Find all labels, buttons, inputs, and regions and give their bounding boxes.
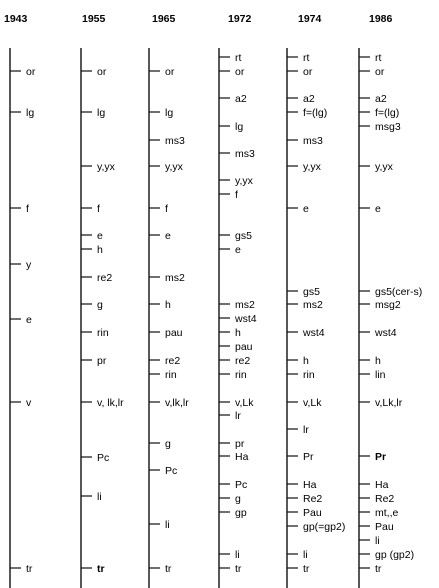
locus-label: lg: [235, 121, 244, 133]
locus-label: msg3: [375, 121, 401, 133]
locus-group: [359, 52, 422, 575]
locus-label: g: [165, 438, 171, 450]
locus-label: li: [303, 549, 308, 561]
locus-label: h: [303, 355, 309, 367]
locus-label: ms3: [303, 135, 323, 147]
locus-label: e: [26, 314, 32, 326]
map-column-1986: [359, 13, 422, 588]
locus-label: y,yx: [97, 161, 115, 173]
locus-label: rt: [235, 52, 242, 64]
locus-label: wst4: [235, 313, 257, 325]
locus-label: li: [375, 535, 380, 547]
locus-label: or: [97, 66, 107, 78]
locus-label: gs5(cer-s): [375, 286, 423, 298]
locus-label: v,lk,lr: [165, 397, 189, 409]
locus-label: mt,,e: [375, 507, 399, 519]
year-label: 1965: [152, 13, 176, 25]
locus-label: ms3: [235, 148, 255, 160]
locus-label: y,yx: [375, 161, 393, 173]
locus-label: v,Lk,lr: [375, 397, 403, 409]
locus-label: a2: [375, 93, 387, 105]
locus-label: rin: [165, 369, 177, 381]
locus-label: ms2: [165, 272, 185, 284]
year-label: 1972: [228, 13, 252, 25]
locus-label: gs5: [235, 230, 252, 242]
locus-label: lin: [375, 369, 386, 381]
locus-label: or: [303, 66, 313, 78]
locus-label: ms3: [165, 135, 185, 147]
locus-label: tr: [165, 563, 172, 575]
locus-label: tr: [26, 563, 33, 575]
locus-label: Ha: [303, 479, 317, 491]
locus-label: tr: [303, 563, 310, 575]
locus-label: lr: [235, 410, 241, 422]
locus-label: rin: [235, 369, 247, 381]
locus-label: wst4: [375, 327, 397, 339]
map-column-1955: [81, 13, 124, 588]
locus-group: [149, 66, 189, 575]
locus-label: tr: [235, 563, 242, 575]
locus-label: Re2: [375, 493, 395, 505]
locus-label: a2: [235, 93, 247, 105]
locus-label: Pau: [303, 507, 322, 519]
year-label: 1955: [82, 13, 106, 25]
locus-label: y,yx: [235, 175, 253, 187]
locus-label: v, lk,lr: [97, 397, 124, 409]
locus-label: a2: [303, 93, 315, 105]
locus-label: y: [26, 259, 32, 271]
locus-label: e: [235, 244, 241, 256]
locus-label: f: [165, 203, 168, 215]
map-column-1943: [4, 13, 36, 588]
locus-label: or: [165, 66, 175, 78]
locus-label: li: [97, 491, 102, 503]
locus-label: f: [235, 189, 238, 201]
locus-label: f=(lg): [375, 107, 400, 119]
locus-label: Ha: [235, 451, 249, 463]
locus-group: [219, 52, 257, 575]
locus-label: Pc: [235, 479, 248, 491]
locus-label: y,yx: [165, 161, 183, 173]
locus-label: v,Lk: [303, 397, 322, 409]
locus-label: f: [26, 203, 29, 215]
locus-label: lg: [165, 107, 174, 119]
locus-label: gp (gp2): [375, 549, 415, 561]
locus-label: Pr: [375, 451, 387, 463]
locus-group: [287, 52, 345, 575]
locus-label: rin: [303, 369, 315, 381]
locus-label: pr: [235, 438, 245, 450]
locus-label: Pc: [165, 465, 178, 477]
locus-label: ms2: [303, 299, 323, 311]
locus-label: lg: [97, 107, 106, 119]
locus-label: e: [97, 230, 103, 242]
locus-label: gs5: [303, 286, 320, 298]
map-column-1965: [149, 13, 189, 588]
locus-label: rt: [375, 52, 382, 64]
locus-label: g: [97, 299, 103, 311]
locus-label: e: [303, 203, 309, 215]
map-column-1972: [219, 13, 257, 588]
locus-label: pau: [165, 327, 183, 339]
locus-label: e: [165, 230, 171, 242]
locus-label: v: [26, 397, 32, 409]
locus-label: rin: [97, 327, 109, 339]
locus-label: gp: [235, 507, 247, 519]
locus-label: tr: [97, 563, 105, 575]
locus-label: f=(lg): [303, 107, 328, 119]
locus-label: re2: [97, 272, 113, 284]
locus-label: pau: [235, 341, 253, 353]
locus-label: Ha: [375, 479, 389, 491]
locus-label: h: [235, 327, 241, 339]
locus-label: e: [375, 203, 381, 215]
year-label: 1986: [369, 13, 393, 25]
locus-label: gp(=gp2): [303, 521, 346, 533]
locus-label: ms2: [235, 299, 255, 311]
locus-label: f: [97, 203, 100, 215]
year-label: 1943: [4, 13, 28, 25]
locus-group: [81, 66, 124, 575]
locus-label: g: [235, 493, 241, 505]
locus-label: li: [165, 519, 170, 531]
locus-label: wst4: [303, 327, 325, 339]
locus-label: Re2: [303, 493, 323, 505]
locus-label: re2: [235, 355, 251, 367]
locus-label: rt: [303, 52, 310, 64]
locus-label: or: [26, 66, 36, 78]
locus-label: pr: [97, 355, 107, 367]
locus-label: h: [97, 244, 103, 256]
locus-label: Pc: [97, 452, 110, 464]
locus-label: h: [165, 299, 171, 311]
locus-label: Pau: [375, 521, 394, 533]
locus-label: h: [375, 355, 381, 367]
locus-group: [10, 66, 36, 575]
locus-label: Pr: [303, 451, 314, 463]
locus-label: msg2: [375, 299, 401, 311]
year-label: 1974: [298, 13, 322, 25]
locus-label: y,yx: [303, 161, 321, 173]
locus-label: tr: [375, 563, 382, 575]
map-column-1974: [287, 13, 345, 588]
locus-label: v,Lk: [235, 397, 254, 409]
locus-label: lr: [303, 424, 309, 436]
locus-label: lg: [26, 107, 35, 119]
locus-label: or: [375, 66, 385, 78]
locus-label: re2: [165, 355, 181, 367]
locus-label: or: [235, 66, 245, 78]
locus-label: li: [235, 549, 240, 561]
